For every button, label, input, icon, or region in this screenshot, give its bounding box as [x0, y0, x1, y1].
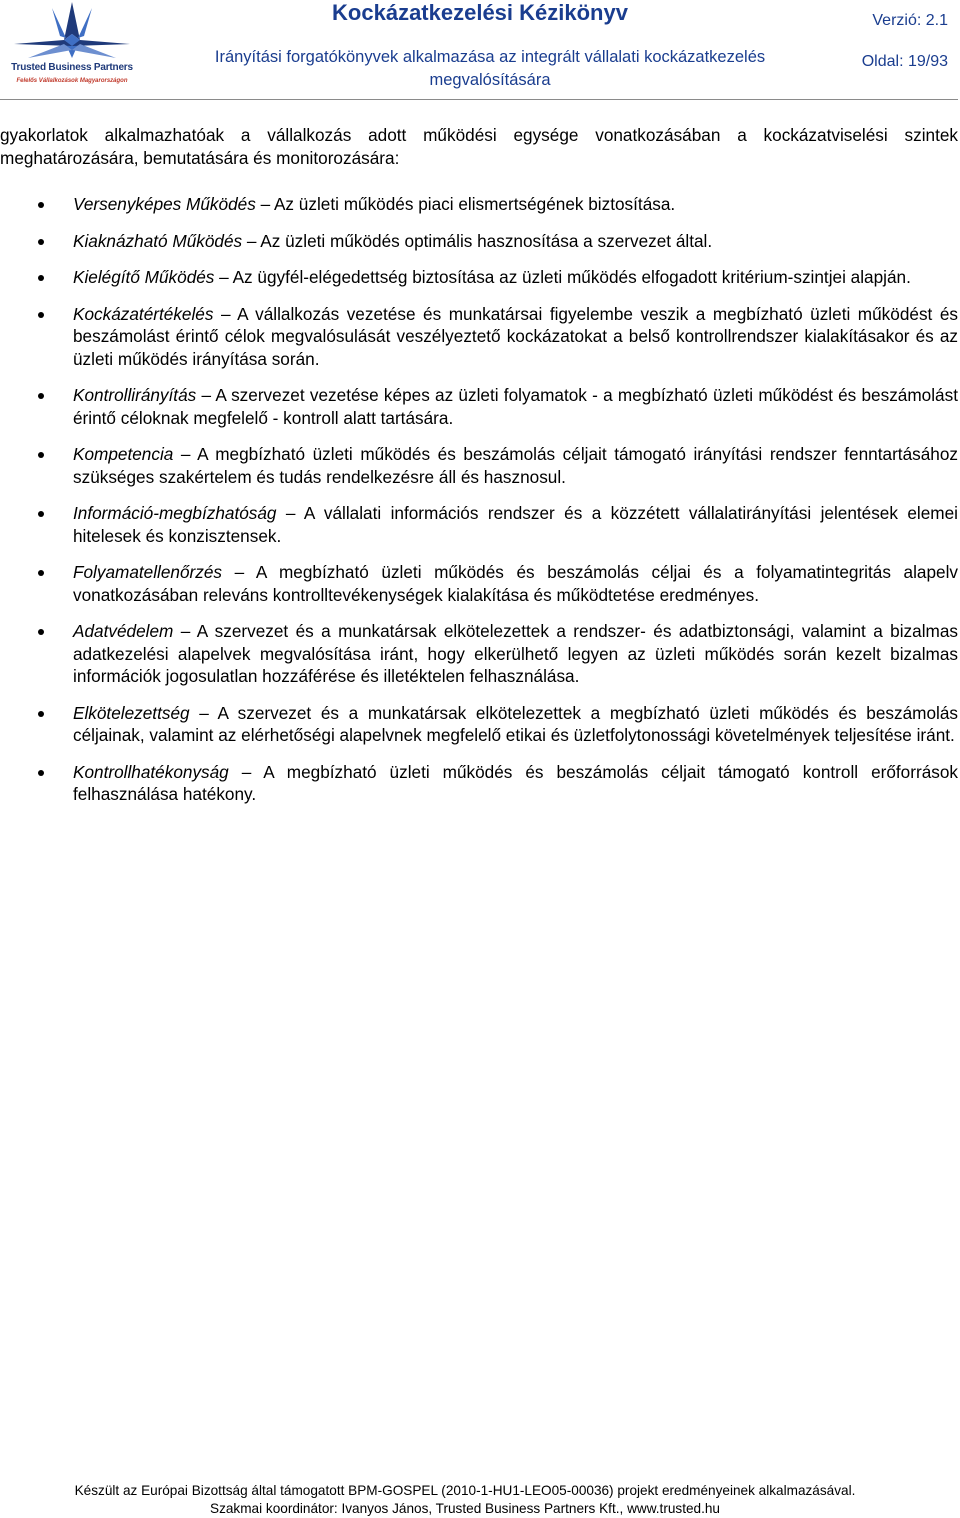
- item-term: Kontrollhatékonyság: [73, 761, 229, 782]
- intro-paragraph: gyakorlatok alkalmazhatóak a vállalkozás adott működési egysége vonatkozásában a kockázatviselési szintek meghatározására, bemutatására és monitorozására:: [0, 125, 958, 168]
- item-term: Elkötelezettség: [73, 702, 190, 723]
- bullet-icon: [38, 511, 44, 517]
- list-item: [0, 230, 958, 253]
- page-body: [0, 124, 958, 820]
- principles-list: [0, 193, 958, 806]
- item-text: – A megbízható üzleti működés és beszámolás céljai és a folyamatintegritás alapelv vonatkozásában releváns kontrolltevékenységek kialakítása és működtetése eredményes.: [73, 562, 958, 605]
- footer-line-1: Készült az Európai Bizottság által támogatott BPM-GOSPEL (2010-1-HU1-LEO05-00036) projekt eredményeinek alkalmazásával.: [74, 1483, 856, 1498]
- item-text: – A megbízható üzleti működés és beszámolás céljait támogató kontroll erőforrások felhasználása hatékony.: [73, 761, 958, 804]
- item-text: – Az üzleti működés piaci elismertségének biztosítása.: [255, 194, 676, 214]
- bullet-icon: [38, 452, 44, 458]
- item-text: – A vállalkozás vezetése és munkatársai figyelembe veszik a megbízható üzleti működést és beszámolást érintő célok megvalósulását veszélyeztető kockázatokat a belső kontrollrendszer kialakításakor és az üzleti működés irányítása során.: [73, 303, 958, 369]
- list-item: [0, 702, 958, 747]
- item-text: – A vállalati információs rendszer és a közzétett vállalatirányítási jelentések elemei hitelesek és konzisztensek.: [73, 503, 958, 546]
- version-label: Verzió: 2.1: [872, 12, 948, 29]
- company-logo: [8, 0, 136, 92]
- bullet-icon: [38, 239, 44, 245]
- item-term: Versenyképes Működés: [73, 194, 256, 214]
- logo-company-name: Trusted Business Partners: [11, 62, 133, 73]
- list-item: [0, 502, 958, 547]
- item-text: – Az üzleti működés optimális hasznosítása a szervezet által.: [242, 230, 713, 251]
- item-text: – A szervezet és a munkatársak elkötelezettek a rendszer- és adatbiztonsági, valamint a bizalmas adatkezelési alapelvek megvalósítása iránt, hogy elkerülhető legyen az üzleti működés során kezelt bizalmas információk jogosulatlan hozzáférése és illetéktelen felhasználása.: [73, 621, 958, 686]
- list-item: [0, 620, 958, 688]
- item-term: Kontrollirányítás: [73, 385, 197, 405]
- list-item: [0, 266, 958, 289]
- bullet-icon: [38, 393, 44, 399]
- item-term: Kielégítő Működés: [73, 267, 215, 287]
- document-subtitle: [170, 46, 810, 92]
- list-item: [0, 193, 958, 216]
- page-footer: [0, 1482, 930, 1518]
- item-text: – A szervezet vezetése képes az üzleti folyamatok - a megbízható üzleti működést és beszámolást érintő céloknak megfelelő - kontroll alatt tartására.: [73, 385, 958, 428]
- bullet-icon: [38, 770, 44, 776]
- list-item: [0, 303, 958, 371]
- header-divider: [0, 99, 958, 100]
- subtitle-line-2: megvalósítására: [429, 71, 551, 89]
- bullet-icon: [38, 312, 44, 318]
- item-text: – A megbízható üzleti működés és beszámolás céljait támogató irányítási rendszer fenntartásához szükséges szakértelem és tudás rendelkezésre áll és hasznosul.: [73, 444, 958, 487]
- item-term: Információ-megbízhatóság: [73, 503, 277, 523]
- list-item: [0, 443, 958, 488]
- bullet-icon: [38, 711, 44, 717]
- logo-tagline: Felelős Vállalkozások Magyarországon: [16, 78, 128, 84]
- item-term: Kockázatértékelés: [73, 303, 214, 324]
- page-header: [0, 0, 960, 102]
- page-number: Oldal: 19/93: [861, 53, 948, 70]
- footer-line-2: Szakmai koordinátor: Ivanyos János, Trusted Business Partners Kft., www.trusted.hu: [210, 1501, 720, 1516]
- list-item: [0, 761, 958, 806]
- item-term: Adatvédelem: [73, 621, 174, 641]
- list-item: [0, 561, 958, 606]
- item-term: Kompetencia: [73, 444, 174, 464]
- bullet-icon: [38, 629, 44, 635]
- item-text: – A szervezet és a munkatársak elkötelezettek a megbízható üzleti működés és beszámolás céljainak, valamint az elérhetőségi alapelvnek megfelelő etikai és üzletfolytonossági követelmények teljesítése iránt.: [73, 702, 958, 745]
- bullet-icon: [38, 202, 44, 208]
- star-logo-icon: [8, 0, 136, 64]
- item-term: Folyamatellenőrzés: [73, 562, 223, 582]
- item-term: Kiaknázható Működés: [73, 230, 243, 251]
- subtitle-line-1: Irányítási forgatókönyvek alkalmazása az integrált vállalati kockázatkezelés: [214, 48, 766, 66]
- document-title: Kockázatkezelési Kézikönyv: [332, 0, 628, 25]
- bullet-icon: [38, 570, 44, 576]
- item-text: – Az ügyfél-elégedettség biztosítása az üzleti működés elfogadott kritérium-szintjei alapján.: [214, 267, 911, 287]
- bullet-icon: [38, 275, 44, 281]
- list-item: [0, 384, 958, 429]
